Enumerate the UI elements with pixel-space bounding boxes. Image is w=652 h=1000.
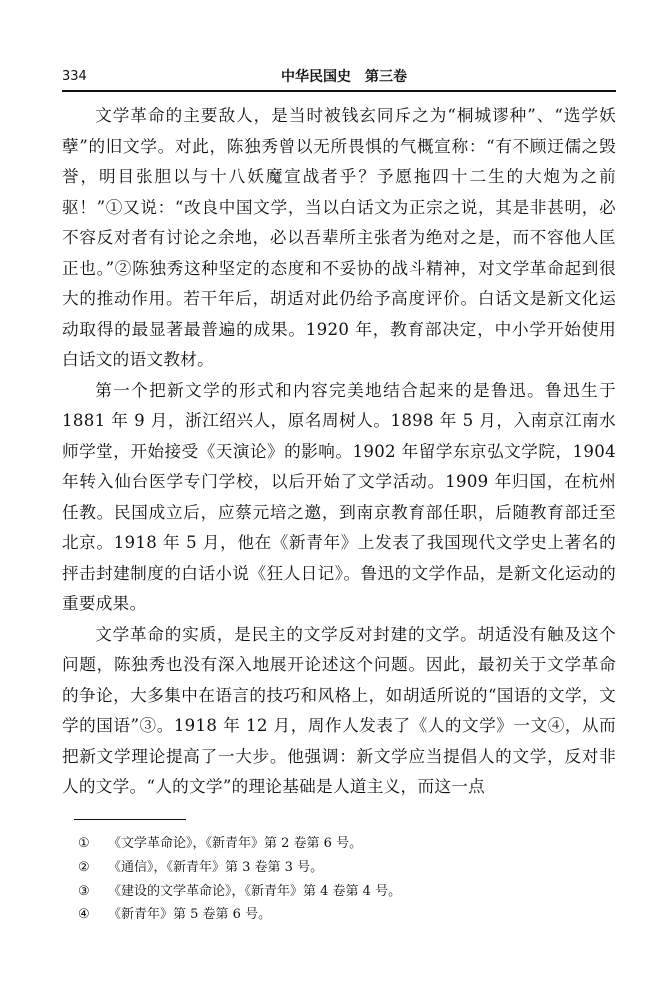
footnote-mark: ②: [78, 859, 90, 875]
footnote-rule: [74, 819, 186, 820]
header-rule: [62, 90, 616, 92]
paragraph: 第一个把新文学的形式和内容完美地结合起来的是鲁迅。鲁迅生于 1881 年 9 月，浙江绍兴人，原名周树人。1898 年 5 月，入南京江南水师学堂，开始接受《天演论》的影响。1902 年留学东京弘文学院，1904 年转入仙台医学专门学校，以后开始了文学活动。1909 年归国，在杭州任教。民国成立后，应蔡元培之邀，到南京教育部任职，后随教育部迁至北京。1918 年 5 月，他在《新青年》上发表了我国现代文学史上著名的抨击封建制度的白话小说《狂人日记》。鲁迅的文学作品，是新文化运动的重要成果。: [62, 380, 616, 613]
running-head: 中华民国史 第三卷: [281, 69, 407, 85]
footnote: [78, 903, 598, 927]
footnote: [78, 856, 598, 880]
footnote: [78, 832, 598, 856]
body-text: [62, 101, 616, 803]
footnote-mark: ④: [78, 907, 90, 923]
footnote-mark: ③: [78, 883, 90, 899]
page-header: [62, 66, 616, 88]
footnote: [78, 880, 598, 904]
footnote-text: 《新青年》第 5 卷第 6 号。: [108, 907, 272, 923]
paragraph: 文学革命的主要敌人，是当时被钱玄同斥之为“桐城谬种”、“选学妖孽”的旧文学。对此，陈独秀曾以无所畏惧的气概宣称：“有不顾迂儒之毁誉，明目张胆以与十八妖魔宣战者乎？予愿拖四十二生的大炮为之前驱！”①又说：“改良中国文学，当以白话文为正宗之说，其是非甚明，必不容反对者有讨论之余地，必以吾辈所主张者为绝对之是，而不容他人匡正也。”②陈独秀这种坚定的态度和不妥协的战斗精神，对文学革命起到很大的推动作用。若干年后，胡适对此仍给予高度评价。白话文是新文化运动取得的最显著最普遍的成果。1920 年，教育部决定，中小学开始使用白话文的语文教材。: [62, 106, 616, 369]
footnote-text: 《通信》，《新青年》第 3 卷第 3 号。: [108, 859, 324, 875]
paragraph: 文学革命的实质，是民主的文学反对封建的文学。胡适没有触及这个问题，陈独秀也没有深入地展开论述这个问题。因此，最初关于文学革命的争论，大多集中在语言的技巧和风格上，如胡适所说的“国语的文学，文学的国语”③。1918 年 12 月，周作人发表了《人的文学》一文④，从而把新文学理论提高了一大步。他强调：新文学应当提倡人的文学，反对非人的文学。“人的文学”的理论基础是人道主义，而这一点: [62, 624, 616, 796]
footnote-text: 《文学革命论》，《新青年》第 2 卷第 6 号。: [108, 836, 363, 851]
page-number: 334: [62, 69, 87, 84]
footnotes: [78, 832, 598, 927]
footnote-mark: ①: [78, 836, 90, 851]
footnote-text: 《建设的文学革命论》，《新青年》第 4 卷第 4 号。: [108, 883, 402, 899]
